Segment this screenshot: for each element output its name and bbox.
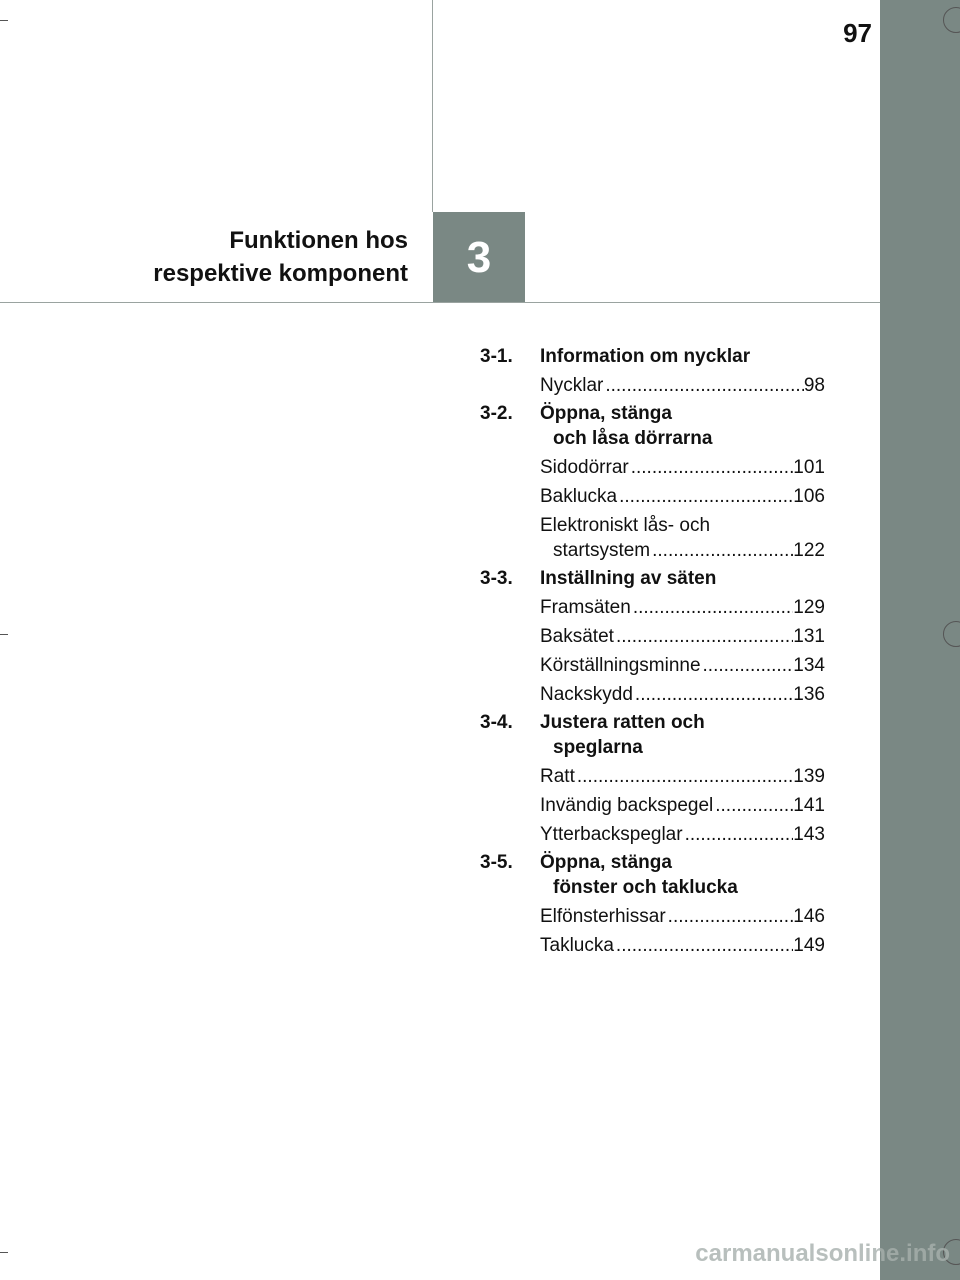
toc-section-3-2 — [480, 401, 825, 563]
toc-section-heading — [480, 710, 825, 760]
toc-entry-page: 141 — [793, 795, 825, 816]
toc-entry[interactable] — [480, 484, 825, 509]
toc-section-title-line: Inställning av säten — [540, 568, 717, 589]
toc-entry-label: Ratt — [540, 766, 575, 787]
toc-entry-label: Elfönsterhissar — [540, 906, 666, 927]
toc-entry[interactable] — [480, 373, 825, 398]
toc-entry-page: 134 — [793, 655, 825, 676]
toc-entry[interactable] — [480, 624, 825, 649]
toc-leader-dots — [603, 373, 804, 398]
toc-entry-page: 122 — [793, 540, 825, 561]
chapter-title-line1: Funktionen hos — [229, 227, 408, 254]
toc-entry-label: Elektroniskt lås- och — [540, 515, 711, 536]
toc-entry[interactable] — [480, 793, 825, 818]
chapter-number: 3 — [466, 233, 492, 282]
toc-section-number: 3-2. — [480, 403, 513, 424]
toc-entry-page: 143 — [793, 824, 825, 845]
toc-leader-dots — [617, 484, 793, 509]
toc-entry[interactable] — [480, 455, 825, 480]
toc-entry-page: 149 — [793, 935, 825, 956]
toc-leader-dots — [666, 904, 794, 929]
toc-section-title-line: speglarna — [553, 737, 643, 758]
toc-section-3-4 — [480, 710, 825, 847]
toc-entry-label: Baklucka — [540, 486, 618, 507]
toc-entry-label: Sidodörrar — [540, 457, 629, 478]
toc-entry[interactable] — [480, 682, 825, 707]
toc-entry-page: 139 — [793, 766, 825, 787]
toc-entry[interactable] — [480, 595, 825, 620]
toc-entry-page: 129 — [793, 597, 825, 618]
toc-section-title — [540, 710, 705, 760]
toc-section-title — [540, 344, 750, 369]
horizontal-rule — [0, 302, 880, 303]
crop-mark — [0, 20, 8, 21]
toc-entry-label: Framsäten — [540, 597, 631, 618]
toc-section-title — [540, 566, 716, 591]
toc-entry-label: Nackskydd — [540, 684, 633, 705]
toc-entry-page: 131 — [793, 626, 825, 647]
toc-section-number: 3-4. — [480, 712, 513, 733]
toc-entry[interactable] — [480, 822, 825, 847]
toc-section-number: 3-5. — [480, 852, 513, 873]
toc-entry-page: 106 — [793, 486, 825, 507]
toc-section-heading — [480, 850, 825, 900]
toc-leader-dots — [614, 624, 793, 649]
page-number: 97 — [843, 18, 872, 48]
toc-entry-label: Taklucka — [540, 935, 614, 956]
toc-section-title-line: fönster och taklucka — [553, 877, 738, 898]
toc-section-heading — [480, 401, 825, 451]
toc-section-title — [540, 850, 738, 900]
toc-section-heading — [480, 344, 825, 369]
toc-section-title-line: Justera ratten och — [540, 712, 705, 733]
toc-entry-label: Körställningsminne — [540, 655, 701, 676]
toc-section-3-1 — [480, 344, 825, 398]
toc-entry-page: 101 — [793, 457, 825, 478]
toc-leader-dots — [614, 933, 793, 958]
toc-entry[interactable] — [480, 764, 825, 789]
toc-entry-page: 98 — [803, 375, 825, 396]
toc-section-title — [540, 401, 712, 451]
toc-entry-label: Nycklar — [540, 375, 604, 396]
toc-leader-dots — [629, 455, 794, 480]
crop-mark — [0, 1252, 8, 1253]
chapter-number-box — [433, 212, 525, 302]
toc-entry[interactable] — [480, 933, 825, 958]
watermark: carmanualsonline.info — [695, 1240, 950, 1267]
toc-entry[interactable] — [480, 513, 825, 563]
toc-leader-dots — [633, 682, 793, 707]
toc-section-number: 3-1. — [480, 346, 513, 367]
toc-section-3-5 — [480, 850, 825, 958]
toc-entry-page: 146 — [793, 906, 825, 927]
crop-mark — [0, 634, 8, 635]
toc-entry[interactable] — [480, 653, 825, 678]
toc-entry-page: 136 — [793, 684, 825, 705]
toc-entry-label-continued: startsystem — [553, 540, 651, 561]
toc-entry-label: Baksätet — [540, 626, 614, 647]
toc-entry-label: Invändig backspegel — [540, 795, 714, 816]
toc-section-title-line: Öppna, stänga — [540, 852, 672, 873]
toc-leader-dots — [631, 595, 793, 620]
toc-section-3-3 — [480, 566, 825, 707]
toc-section-number: 3-3. — [480, 568, 513, 589]
chapter-title-line2: respektive komponent — [153, 260, 408, 287]
toc-section-heading — [480, 566, 825, 591]
vertical-rule — [432, 0, 433, 212]
toc-section-title-line: Öppna, stänga — [540, 403, 672, 424]
toc-leader-dots — [650, 538, 793, 563]
toc-leader-dots — [713, 793, 793, 818]
toc-leader-dots — [683, 822, 794, 847]
toc-section-title-line: Information om nycklar — [540, 346, 751, 367]
chapter-title — [60, 224, 408, 290]
table-of-contents — [480, 344, 825, 961]
toc-section-title-line: och låsa dörrarna — [553, 428, 713, 449]
toc-entry[interactable] — [480, 904, 825, 929]
toc-leader-dots — [575, 764, 793, 789]
toc-leader-dots — [701, 653, 794, 678]
toc-entry-label: Ytterbackspeglar — [540, 824, 683, 845]
